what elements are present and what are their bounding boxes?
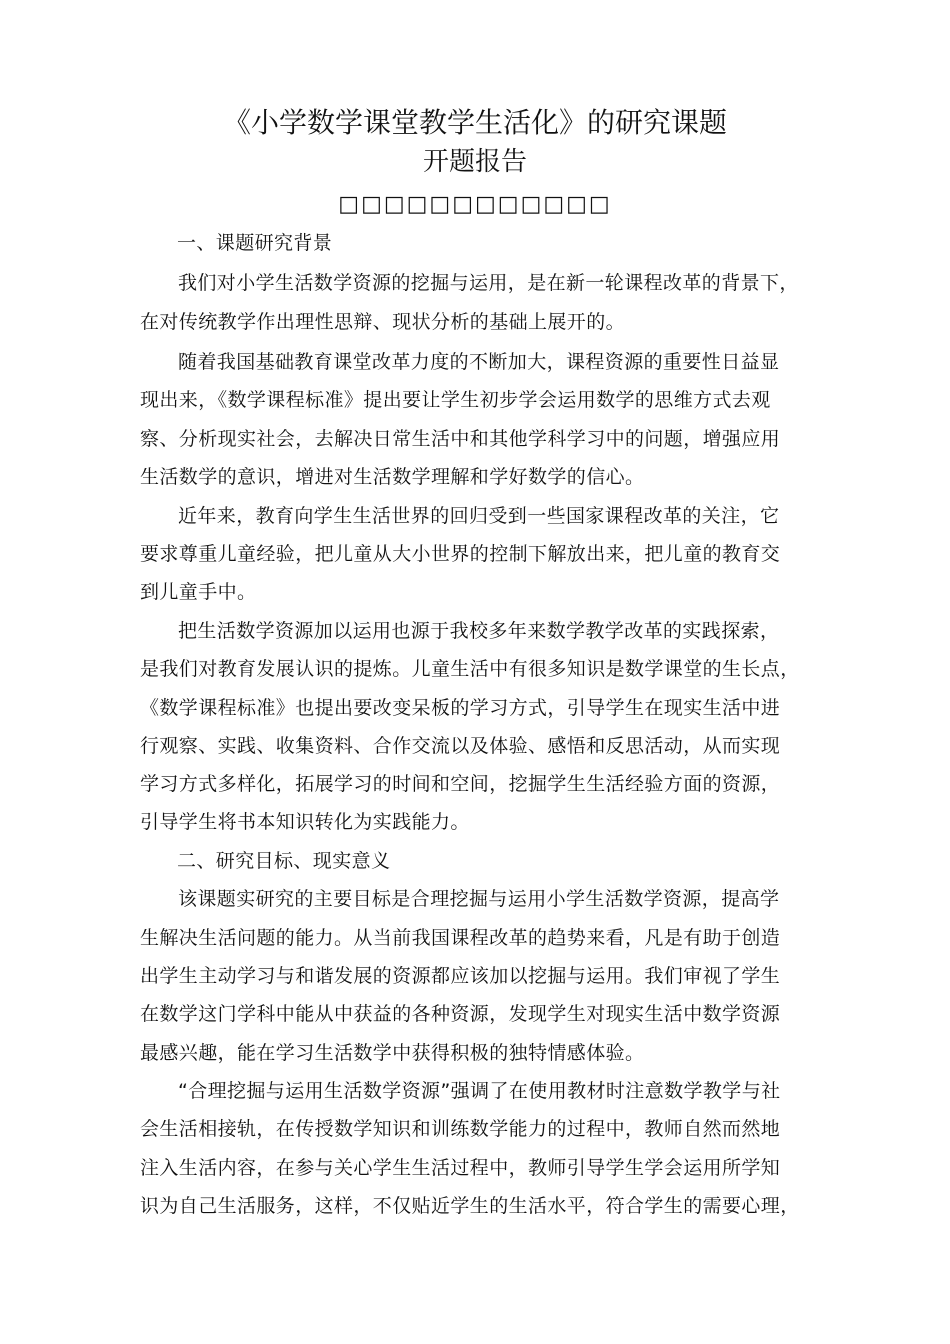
paragraph-line: 近年来，教育向学生生活世界的回归受到一些国家课程改革的关注，它 [178,505,780,527]
paragraph-line: 生解决生活问题的能力。从当前我国课程改革的趋势来看，凡是有助于创造 [140,927,781,949]
paragraph-line: 我们对小学生活数学资源的挖掘与运用，是在新一轮课程改革的背景下， [178,272,799,294]
section-heading: 二、研究目标、现实意义 [177,850,391,872]
author-placeholder: □□□□□□□□□□□□ [338,192,612,217]
paragraph-line: 察、分析现实社会，去解决日常生活中和其他学科学习中的问题，增强应用 [140,428,781,450]
paragraph-line: 要求尊重儿童经验，把儿童从大小世界的控制下解放出来，把儿童的教育交 [140,543,781,565]
document-title-main: 《小学数学课堂教学生活化》的研究 [222,106,671,139]
paragraph-line: 会生活相接轨，在传授数学知识和训练数学能力的过程中，教师自然而然地 [140,1118,781,1140]
section-heading: 一、课题研究背景 [177,232,333,254]
paragraph-line: “合理挖掘与运用生活数学资源”强调了在使用教材时注意数学教学与社 [178,1080,781,1102]
paragraph-line: 现出来，《数学课程标准》提出要让学生初步学会运用数学的思维方式去观 [140,389,771,411]
document-subtitle-text: 开题报告 [422,147,527,177]
paragraph-line: 《数学课程标准》也提出要改变呆板的学习方式，引导学生在现实生活中进 [140,697,781,719]
paragraph-line: 行观察、实践、收集资料、合作交流以及体验、感悟和反思活动，从而实现 [140,735,781,757]
paragraph-line: 随着我国基础教育课堂改革力度的不断加大，课程资源的重要性日益显 [178,351,780,373]
paragraph-line: 引导学生将书本知识转化为实践能力。 [140,811,470,833]
paragraph-line: 识为自己生活服务，这样，不仅贴近学生的生活水平，符合学生的需要心理， [140,1195,800,1217]
paragraph-line: 学习方式多样化，拓展学习的时间和空间，挖掘学生生活经验方面的资源， [140,773,781,795]
paragraph-line: 注入生活内容，在参与关心学生生活过程中，教师引导学生学会运用所学知 [140,1157,781,1179]
paragraph-line: 该课题实研究的主要目标是合理挖掘与运用小学生活数学资源，提高学 [178,888,780,910]
paragraph-line: 在对传统教学作出理性思辩、现状分析的基础上展开的。 [140,311,626,333]
document-subtitle [0,142,950,182]
paragraph-line: 最感兴趣，能在学习生活数学中获得积极的独特情感体验。 [140,1042,645,1064]
paragraph-line: 是我们对教育发展认识的提炼。儿童生活中有很多知识是数学课堂的生长点， [140,658,800,680]
paragraph-line: 在数学这门学科中能从中获益的各种资源，发现学生对现实生活中数学资源 [140,1003,781,1025]
paragraph-line: 到儿童手中。 [140,581,257,603]
paragraph-line: 把生活数学资源加以运用也源于我校多年来数学教学改革的实践探索， [178,620,780,642]
paragraph-line: 生活数学的意识，增进对生活数学理解和学好数学的信心。 [140,466,645,488]
document-title [0,102,950,144]
paragraph-line: 出学生主动学习与和谐发展的资源都应该加以挖掘与运用。我们审视了学生 [140,965,781,987]
document-title-tail: 课题 [671,106,728,139]
